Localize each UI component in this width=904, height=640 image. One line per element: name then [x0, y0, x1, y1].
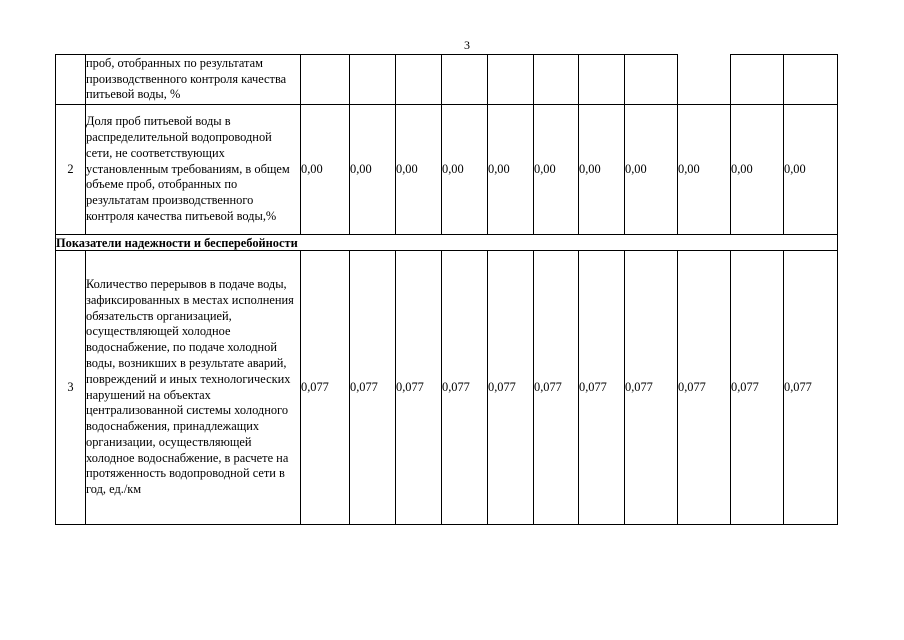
section-row	[56, 235, 838, 251]
value-cell: 0,077	[488, 251, 534, 525]
value-cell	[442, 55, 488, 105]
value-cell	[301, 55, 350, 105]
value-cell	[731, 55, 784, 105]
value-cell: 0,00	[579, 105, 625, 235]
row-number-cell: 2	[56, 105, 86, 235]
row-number-cell: 3	[56, 251, 86, 525]
value-cell: 0,00	[396, 105, 442, 235]
section-title: Показатели надежности и бесперебойности	[56, 235, 838, 251]
table-row	[56, 251, 838, 525]
value-cell: 0,077	[396, 251, 442, 525]
value-cell: 0,077	[301, 251, 350, 525]
value-cell: 0,077	[784, 251, 838, 525]
value-cell: 0,00	[350, 105, 396, 235]
value-cell: 0,00	[731, 105, 784, 235]
indicators-table	[55, 54, 838, 525]
value-cell: 0,077	[625, 251, 678, 525]
value-cell	[784, 55, 838, 105]
value-cell	[534, 55, 579, 105]
table-row-continued	[56, 55, 838, 105]
value-cell: 0,00	[442, 105, 488, 235]
value-cell: 0,077	[350, 251, 396, 525]
value-cell: 0,00	[534, 105, 579, 235]
value-cell	[350, 55, 396, 105]
page-number: 3	[464, 38, 470, 52]
value-cell: 0,00	[625, 105, 678, 235]
value-cell: 0,00	[301, 105, 350, 235]
value-cell: 0,00	[784, 105, 838, 235]
value-cell: 0,00	[678, 105, 731, 235]
value-cell: 0,077	[534, 251, 579, 525]
value-cell: 0,077	[731, 251, 784, 525]
value-cell	[396, 55, 442, 105]
value-cell: 0,077	[442, 251, 488, 525]
value-cell: 0,00	[488, 105, 534, 235]
value-cell: 0,077	[678, 251, 731, 525]
value-cell: 0,077	[579, 251, 625, 525]
row-description: Доля проб питьевой воды в распределительной водопроводной сети, не соответствующих установленным требованиям, в общем объеме проб, отобранных по результатам производственного контроля качества питьевой воды,%	[86, 105, 301, 235]
value-cell	[579, 55, 625, 105]
value-cell	[488, 55, 534, 105]
table-row	[56, 105, 838, 235]
row-number-cell	[56, 55, 86, 105]
value-cell	[625, 55, 678, 105]
row-description: Количество перерывов в подаче воды, зафиксированных в местах исполнения обязательств организацией, осуществляющей холодное водоснабжение, по подаче холодной воды, возникших в результате аварий, повреждений и иных технологических нарушений на объектах централизованной системы холодного водоснабжения, принадлежащих организации, осуществляющей холодное водоснабжение, в расчете на протяженность водопроводной сети в год, ед./км	[86, 251, 301, 525]
value-cell	[678, 55, 731, 105]
row-description: проб, отобранных по результатам производственного контроля качества питьевой воды, %	[86, 55, 301, 105]
